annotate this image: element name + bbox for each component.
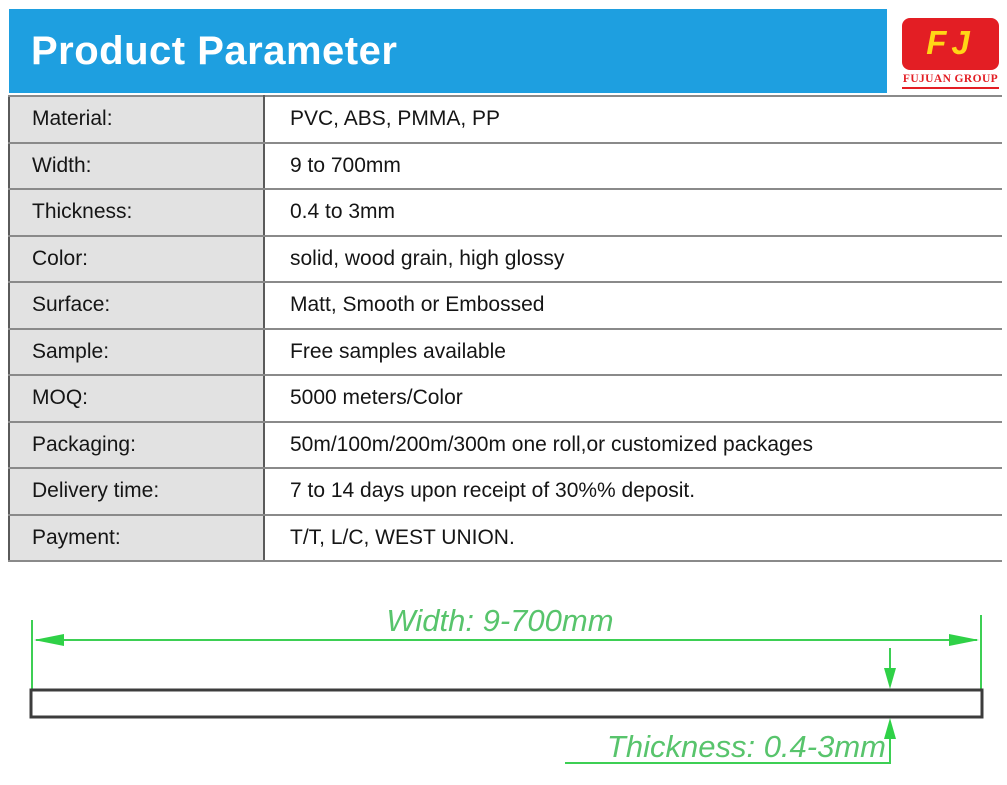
thickness-dimension-label: Thickness: 0.4-3mm bbox=[606, 729, 886, 764]
param-label: Color: bbox=[9, 236, 264, 283]
table-row bbox=[9, 422, 1002, 469]
param-value: T/T, L/C, WEST UNION. bbox=[264, 515, 1002, 562]
param-label: Width: bbox=[9, 143, 264, 190]
param-value: 7 to 14 days upon receipt of 30%% deposit. bbox=[264, 468, 1002, 515]
table-row bbox=[9, 236, 1002, 283]
param-value: 0.4 to 3mm bbox=[264, 189, 1002, 236]
table-row bbox=[9, 329, 1002, 376]
param-label: Sample: bbox=[9, 329, 264, 376]
param-label: Thickness: bbox=[9, 189, 264, 236]
logo-company-name: FUJUAN GROUP bbox=[902, 73, 999, 89]
logo-fj-icon bbox=[902, 18, 999, 70]
param-label: Material: bbox=[9, 96, 264, 143]
param-label: Payment: bbox=[9, 515, 264, 562]
table-row bbox=[9, 143, 1002, 190]
param-value: Matt, Smooth or Embossed bbox=[264, 282, 1002, 329]
table-row bbox=[9, 282, 1002, 329]
table-row bbox=[9, 189, 1002, 236]
param-value: 9 to 700mm bbox=[264, 143, 1002, 190]
company-logo bbox=[902, 18, 999, 89]
product-parameter-table bbox=[8, 95, 1002, 562]
param-label: Delivery time: bbox=[9, 468, 264, 515]
table-row bbox=[9, 96, 1002, 143]
param-label: Surface: bbox=[9, 282, 264, 329]
param-value: 50m/100m/200m/300m one roll,or customized packages bbox=[264, 422, 1002, 469]
param-value: PVC, ABS, PMMA, PP bbox=[264, 96, 1002, 143]
table-row bbox=[9, 375, 1002, 422]
param-label: Packaging: bbox=[9, 422, 264, 469]
width-dimension-label: Width: 9-700mm bbox=[386, 603, 614, 638]
param-value: solid, wood grain, high glossy bbox=[264, 236, 1002, 283]
header-bar bbox=[9, 9, 887, 93]
param-label: MOQ: bbox=[9, 375, 264, 422]
table-row bbox=[9, 515, 1002, 562]
product-strip bbox=[31, 690, 982, 717]
page-title: Product Parameter bbox=[31, 28, 398, 73]
dimension-diagram bbox=[0, 580, 1007, 785]
table-row bbox=[9, 468, 1002, 515]
param-value: Free samples available bbox=[264, 329, 1002, 376]
logo-initials: FJ bbox=[926, 23, 975, 61]
param-value: 5000 meters/Color bbox=[264, 375, 1002, 422]
